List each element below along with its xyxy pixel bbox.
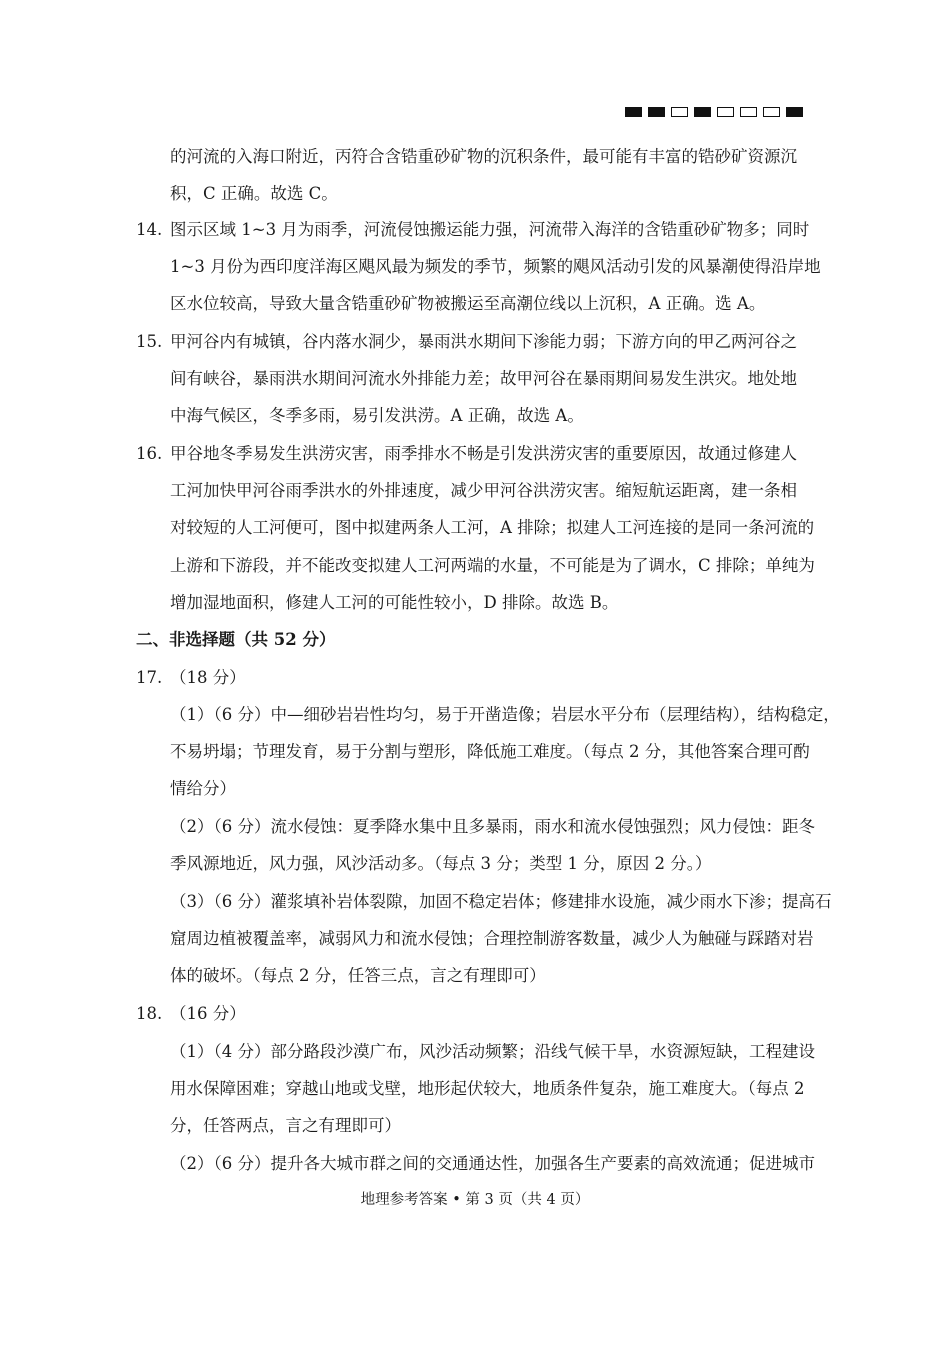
marker-square — [786, 107, 803, 117]
question-number: 17. — [136, 668, 163, 687]
question-number: 18. — [136, 1004, 163, 1023]
text-line: 季风源地近，风力强，风沙活动多。（每点 3 分；类型 1 分，原因 2 分。） — [170, 854, 712, 873]
text-line: 用水保障困难；穿越山地或戈壁，地形起伏较大，地质条件复杂，施工难度大。（每点 2 — [170, 1079, 805, 1098]
text-line: 间有峡谷，暴雨洪水期间河流水外排能力差；故甲河谷在暴雨期间易发生洪灾。地处地 — [170, 369, 797, 388]
marker-square — [671, 107, 688, 117]
marker-square — [717, 107, 734, 117]
text-line: （2）（6 分）流水侵蚀：夏季降水集中且多暴雨，雨水和流水侵蚀强烈；风力侵蚀：距冬 — [170, 817, 815, 836]
text-line: 的河流的入海口附近，丙符合含锆重砂矿物的沉积条件，最可能有丰富的锆砂矿资源沉 — [170, 147, 797, 166]
marker-square — [648, 107, 665, 117]
question-16-line: 16. 甲谷地冬季易发生洪涝灾害，雨季排水不畅是引发洪涝灾害的重要原因，故通过修建人 — [136, 444, 797, 463]
text-line: （3）（6 分）灌浆填补岩体裂隙，加固不稳定岩体；修建排水设施，减少雨水下渗；提高石 — [170, 892, 832, 911]
text-line: 不易坍塌；节理发育，易于分割与塑形，降低施工难度。（每点 2 分，其他答案合理可酌 — [170, 742, 810, 761]
text-line: 对较短的人工河便可，图中拟建两条人工河，A 排除；拟建人工河连接的是同一条河流的 — [170, 518, 815, 537]
question-15-line: 15. 甲河谷内有城镇，谷内落水洞少，暴雨洪水期间下渗能力弱；下游方向的甲乙两河谷之 — [136, 332, 797, 351]
text-line: 窟周边植被覆盖率，减弱风力和流水侵蚀；合理控制游客数量，减少人为触碰与踩踏对岩 — [170, 929, 814, 948]
text-line: （2）（6 分）提升各大城市群之间的交通通达性，加强各生产要素的高效流通；促进城市 — [170, 1154, 815, 1173]
text-line: 增加湿地面积，修建人工河的可能性较小，D 排除。故选 B。 — [170, 593, 619, 612]
marker-square — [740, 107, 757, 117]
page-marker-squares — [625, 107, 803, 119]
text-line: （1）（6 分）中—细砂岩岩性均匀，易于开凿造像；岩层水平分布（层理结构），结构稳定， — [170, 705, 840, 724]
question-17-line: 17. （18 分） — [136, 668, 246, 687]
text-line: 积，C 正确。故选 C。 — [170, 184, 338, 203]
question-number: 14. — [136, 220, 163, 239]
question-14-line: 14. 图示区域 1~3 月为雨季，河流侵蚀搬运能力强，河流带入海洋的含锆重砂矿物多；同时 — [136, 220, 810, 239]
question-number: 15. — [136, 332, 163, 351]
text-line: （1）（4 分）部分路段沙漠广布，风沙活动频繁；沿线气候干旱，水资源短缺，工程建设 — [170, 1042, 815, 1061]
page-footer: 地理参考答案 • 第 3 页（共 4 页） — [360, 1192, 590, 1208]
text-line: 1~3 月份为西印度洋海区飓风最为频发的季节，频繁的飓风活动引发的风暴潮使得沿岸地 — [170, 257, 821, 276]
marker-square — [694, 107, 711, 117]
section-heading: 二、非选择题（共 52 分） — [136, 630, 336, 649]
marker-square — [763, 107, 780, 117]
text-line: 中海气候区，冬季多雨，易引发洪涝。A 正确，故选 A。 — [170, 406, 584, 425]
marker-square — [625, 107, 642, 117]
text-line: 情给分） — [170, 779, 236, 798]
text-line: 上游和下游段，并不能改变拟建人工河两端的水量，不可能是为了调水，C 排除；单纯为 — [170, 556, 815, 575]
question-18-line: 18. （16 分） — [136, 1004, 246, 1023]
text-line: 工河加快甲河谷雨季洪水的外排速度，减少甲河谷洪涝灾害。缩短航运距离，建一条相 — [170, 481, 797, 500]
text-line: 体的破坏。（每点 2 分，任答三点，言之有理即可） — [170, 966, 546, 985]
text-line: 区水位较高，导致大量含锆重砂矿物被搬运至高潮位线以上沉积，A 正确。选 A。 — [170, 294, 766, 313]
text-line: 分，任答两点，言之有理即可） — [170, 1116, 401, 1135]
question-number: 16. — [136, 444, 163, 463]
